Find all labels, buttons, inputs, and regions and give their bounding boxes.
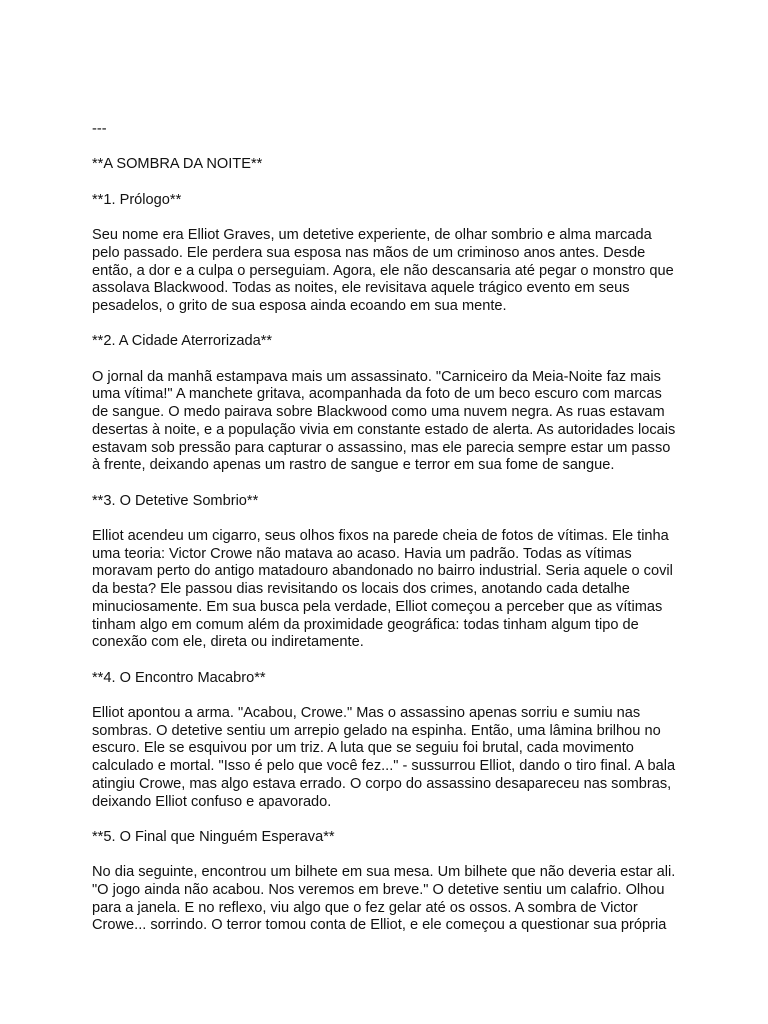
separator: ---	[92, 121, 107, 137]
section-heading-2: **2. A Cidade Aterrorizada**	[92, 333, 273, 350]
section-heading-3: **3. O Detetive Sombrio**	[92, 492, 259, 509]
document-title: **A SOMBRA DA NOITE**	[92, 156, 263, 173]
section-text-5: No dia seguinte, encontrou um bilhete em sua mesa. Um bilhete que não deveria estar ali. "O jogo ainda não acabou. Nos veremos em breve." O detetive sentiu um calafrio. Olhou para a janela. E no reflexo, viu algo que o fez gelar até os ossos. A sombra de Victor Crowe... sorrindo. O terror tomou conta de Elliot, e ele começou a questionar sua própria	[92, 864, 676, 934]
section-text-3: Elliot acendeu um cigarro, seus olhos fixos na parede cheia de fotos de vítimas. Ele tinha uma teoria: Victor Crowe não matava ao acaso. Havia um padrão. Todas as vítimas moravam perto do antigo matadouro abandonado no bairro industrial. Seria aquele o covil da besta? Ele passou dias revisitando os locais dos crimes, anotando cada detalhe minuciosamente. Em sua busca pela verdade, Elliot começou a perceber que as vítimas tinham algo em comum além da proximidade geográfica: todas tinham algum tipo de conexão com ele, direta ou indiretamente.	[92, 528, 673, 651]
section-heading-1: **1. Prólogo**	[92, 191, 182, 208]
section-text-1: Seu nome era Elliot Graves, um detetive experiente, de olhar sombrio e alma marcada pelo passado. Ele perdera sua esposa nas mãos de um criminoso anos antes. Desde então, a dor e a culpa o perseguiam. Agora, ele não descansaria até pegar o monstro que assolava Blackwood. Todas as noites, ele revisitava aquele trágico evento em seus pesadelos, o grito de sua esposa ainda ecoando em sua mente.	[92, 227, 674, 314]
section-heading-4: **4. O Encontro Macabro**	[92, 669, 266, 686]
document-body	[92, 121, 682, 953]
section-text-4: Elliot apontou a arma. "Acabou, Crowe." Mas o assassino apenas sorriu e sumiu nas sombras. O detetive sentiu um arrepio gelado na espinha. Então, uma lâmina brilhou no escuro. Ele se esquivou por um triz. A luta que se seguiu foi brutal, cada movimento calculado e mortal. "Isso é pelo que você fez..." - sussurrou Elliot, dando o tiro final. A bala atingiu Crowe, mas algo estava errado. O corpo do assassino desapareceu nas sombras, deixando Elliot confuso e apavorado.	[92, 705, 676, 810]
section-heading-5: **5. O Final que Ninguém Esperava**	[92, 828, 335, 845]
section-text-2: O jornal da manhã estampava mais um assassinato. "Carniceiro da Meia-Noite faz mais uma vítima!" A manchete gritava, acompanhada da foto de um beco escuro com marcas de sangue. O medo pairava sobre Blackwood como uma nuvem negra. As ruas estavam desertas à noite, e a população vivia em constante estado de alerta. As autoridades locais estavam sob pressão para capturar o assassino, mas ele parecia sempre estar um passo à frente, deixando apenas um rastro de sangue e terror em sua fome de sangue.	[92, 368, 676, 474]
